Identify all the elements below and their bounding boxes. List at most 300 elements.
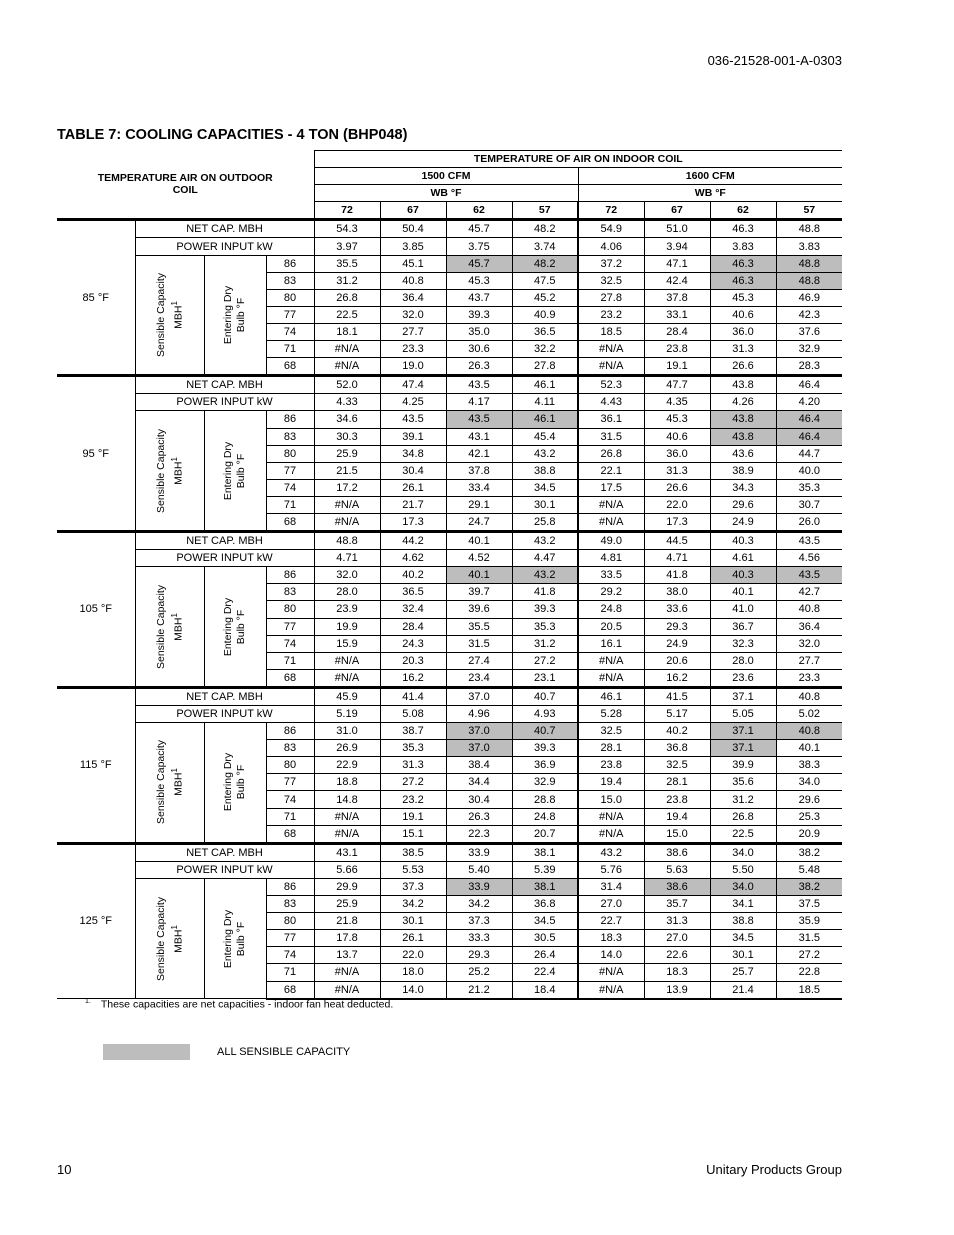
sensible-value: 43.1 — [446, 428, 512, 445]
outdoor-temp-label: 115 °F — [57, 687, 135, 843]
sensible-value: 29.3 — [446, 947, 512, 964]
sensible-value: 27.7 — [380, 323, 446, 340]
dry-bulb-temp: 74 — [266, 323, 314, 340]
net-cap-label: NET CAP. MBH — [135, 532, 314, 550]
wb-header: WB °F — [314, 185, 578, 202]
sensible-value: 26.3 — [446, 808, 512, 825]
sensible-value: 31.3 — [710, 341, 776, 358]
sensible-value: 30.5 — [512, 930, 578, 947]
sensible-value: 30.1 — [710, 947, 776, 964]
sensible-value: #N/A — [578, 669, 644, 687]
net-cap-value: 52.0 — [314, 376, 380, 394]
wb-value-header: 62 — [710, 202, 776, 220]
sensible-value: 22.5 — [710, 825, 776, 843]
table-title: TABLE 7: COOLING CAPACITIES - 4 TON (BHP048) — [57, 127, 408, 143]
sensible-value: 22.6 — [644, 947, 710, 964]
sensible-value: 35.6 — [710, 774, 776, 791]
sensible-value: 31.5 — [578, 428, 644, 445]
sensible-value: 42.7 — [776, 584, 842, 601]
document-number: 036-21528-001-A-0303 — [707, 53, 842, 68]
sensible-value: 31.3 — [644, 462, 710, 479]
sensible-value: 23.8 — [644, 341, 710, 358]
dry-bulb-temp: 80 — [266, 601, 314, 618]
dry-bulb-line1: Entering Dry — [222, 285, 234, 345]
net-cap-value: 43.2 — [578, 843, 644, 861]
sensible-value: 30.3 — [314, 428, 380, 445]
sensible-value: 46.4 — [776, 428, 842, 445]
sensible-value: 47.1 — [644, 255, 710, 272]
dry-bulb-temp: 80 — [266, 757, 314, 774]
sensible-value: 26.6 — [644, 479, 710, 496]
net-cap-label: NET CAP. MBH — [135, 376, 314, 394]
sensible-value: 34.5 — [512, 913, 578, 930]
sensible-capacity-unit — [167, 896, 185, 980]
sensible-value: 22.8 — [776, 964, 842, 981]
indoor-coil-header: TEMPERATURE OF AIR ON INDOOR COIL — [314, 151, 842, 168]
sensible-value: 36.1 — [578, 411, 644, 428]
net-cap-value: 44.5 — [644, 532, 710, 550]
power-input-value: 5.66 — [314, 861, 380, 878]
outdoor-temp-label: 85 °F — [57, 220, 135, 376]
sensible-value: 32.9 — [776, 341, 842, 358]
dry-bulb-line1: Entering Dry — [222, 753, 234, 812]
sensible-value: #N/A — [314, 496, 380, 513]
sensible-value: 26.1 — [380, 479, 446, 496]
sensible-value: 36.9 — [512, 757, 578, 774]
sensible-capacity-unit-text: MBH — [171, 929, 184, 953]
sensible-value: 36.4 — [380, 289, 446, 306]
sensible-value: 38.3 — [776, 757, 842, 774]
sensible-value: #N/A — [578, 513, 644, 531]
entering-dry-bulb-text — [222, 286, 248, 344]
sensible-value: 21.7 — [380, 496, 446, 513]
sensible-value: 34.5 — [512, 479, 578, 496]
dry-bulb-temp: 86 — [266, 411, 314, 428]
power-input-value: 5.40 — [446, 861, 512, 878]
dry-bulb-line1: Entering Dry — [222, 909, 234, 968]
sensible-value: 43.6 — [710, 445, 776, 462]
power-input-label: POWER INPUT kW — [135, 394, 314, 411]
sensible-value: 21.2 — [446, 981, 512, 999]
net-cap-value: 40.8 — [776, 687, 842, 705]
sensible-value: 48.2 — [512, 255, 578, 272]
sensible-value: 36.5 — [512, 323, 578, 340]
sensible-value: #N/A — [578, 825, 644, 843]
net-cap-value: 40.3 — [710, 532, 776, 550]
sensible-value: 18.5 — [578, 323, 644, 340]
sensible-value: 26.8 — [314, 289, 380, 306]
power-input-value: 3.97 — [314, 238, 380, 255]
dry-bulb-temp: 83 — [266, 272, 314, 289]
sensible-value: 36.0 — [644, 445, 710, 462]
sensible-value: 27.2 — [776, 947, 842, 964]
power-input-label: POWER INPUT kW — [135, 706, 314, 723]
sensible-value: 38.8 — [710, 913, 776, 930]
net-cap-value: 37.1 — [710, 687, 776, 705]
sensible-value: 35.9 — [776, 913, 842, 930]
sensible-value: 26.1 — [380, 930, 446, 947]
sensible-value: 31.2 — [710, 791, 776, 808]
sensible-value: 29.3 — [644, 618, 710, 635]
sensible-value: 15.0 — [644, 825, 710, 843]
power-input-value: 5.39 — [512, 861, 578, 878]
sensible-value: 29.6 — [710, 496, 776, 513]
sensible-value: #N/A — [314, 513, 380, 531]
sensible-value: 27.0 — [644, 930, 710, 947]
sensible-value: 48.8 — [776, 272, 842, 289]
sensible-value: 40.8 — [380, 272, 446, 289]
sensible-capacity-label — [135, 255, 204, 376]
wb-value-header: 62 — [446, 202, 512, 220]
footnote — [85, 998, 393, 1011]
power-input-value: 4.56 — [776, 550, 842, 567]
sensible-value: #N/A — [314, 669, 380, 687]
dry-bulb-temp: 77 — [266, 618, 314, 635]
sensible-value: 31.3 — [380, 757, 446, 774]
net-cap-label: NET CAP. MBH — [135, 843, 314, 861]
sensible-value: 46.3 — [710, 255, 776, 272]
sensible-value: 33.6 — [644, 601, 710, 618]
sensible-value: 31.3 — [644, 913, 710, 930]
sensible-value: 16.2 — [644, 669, 710, 687]
dry-bulb-line2: Bulb °F — [235, 921, 247, 956]
sensible-value: 37.8 — [644, 289, 710, 306]
net-cap-value: 34.0 — [710, 843, 776, 861]
sensible-value: 35.3 — [512, 618, 578, 635]
sensible-footnote-marker: 1 — [169, 612, 179, 618]
sensible-value: 40.6 — [644, 428, 710, 445]
entering-dry-bulb-label — [204, 723, 266, 844]
sensible-value: 31.5 — [776, 930, 842, 947]
sensible-value: 24.3 — [380, 635, 446, 652]
power-input-value: 4.96 — [446, 706, 512, 723]
dry-bulb-temp: 86 — [266, 567, 314, 584]
sensible-value: 39.1 — [380, 428, 446, 445]
sensible-value: 30.4 — [380, 462, 446, 479]
sensible-value: 43.5 — [380, 411, 446, 428]
dry-bulb-temp: 68 — [266, 513, 314, 531]
sensible-value: 40.8 — [776, 723, 842, 740]
net-cap-value: 44.2 — [380, 532, 446, 550]
dry-bulb-line2: Bulb °F — [235, 453, 247, 489]
sensible-value: 26.4 — [512, 947, 578, 964]
dry-bulb-temp: 83 — [266, 584, 314, 601]
net-cap-value: 48.8 — [776, 220, 842, 238]
sensible-value: 42.3 — [776, 306, 842, 323]
sensible-value: 18.8 — [314, 774, 380, 791]
sensible-value: 32.0 — [314, 567, 380, 584]
sensible-value: 15.0 — [578, 791, 644, 808]
sensible-value: 19.9 — [314, 618, 380, 635]
sensible-value: 31.2 — [314, 272, 380, 289]
sensible-value: 39.7 — [446, 584, 512, 601]
entering-dry-bulb-label — [204, 878, 266, 998]
sensible-value: 45.3 — [644, 411, 710, 428]
power-input-label: POWER INPUT kW — [135, 238, 314, 255]
power-input-value: 4.71 — [644, 550, 710, 567]
sensible-value: 43.8 — [710, 411, 776, 428]
sensible-value: 34.6 — [314, 411, 380, 428]
entering-dry-bulb-text — [222, 753, 248, 811]
sensible-capacity-unit-text: MBH — [171, 305, 184, 329]
power-input-value: 4.35 — [644, 394, 710, 411]
net-cap-value: 49.0 — [578, 532, 644, 550]
sensible-value: 30.7 — [776, 496, 842, 513]
sensible-value: 45.4 — [512, 428, 578, 445]
sensible-value: 23.2 — [578, 306, 644, 323]
sensible-capacity-label — [135, 878, 204, 998]
power-input-value: 5.53 — [380, 861, 446, 878]
sensible-value: 19.1 — [380, 808, 446, 825]
sensible-value: 27.4 — [446, 652, 512, 669]
net-cap-value: 51.0 — [644, 220, 710, 238]
sensible-value: 30.4 — [446, 791, 512, 808]
sensible-value: 22.5 — [314, 306, 380, 323]
sensible-value: 40.3 — [710, 567, 776, 584]
outdoor-temp-label: 95 °F — [57, 376, 135, 532]
power-input-value: 5.19 — [314, 706, 380, 723]
sensible-value: 39.3 — [512, 601, 578, 618]
net-cap-label: NET CAP. MBH — [135, 687, 314, 705]
sensible-value: 32.3 — [710, 635, 776, 652]
sensible-value: 31.2 — [512, 635, 578, 652]
sensible-footnote-marker: 1 — [169, 456, 179, 462]
net-cap-value: 41.5 — [644, 687, 710, 705]
sensible-value: 23.3 — [776, 669, 842, 687]
sensible-value: 45.3 — [710, 289, 776, 306]
sensible-value: 39.3 — [512, 740, 578, 757]
legend-label: ALL SENSIBLE CAPACITY — [217, 1046, 351, 1058]
dry-bulb-temp: 71 — [266, 964, 314, 981]
net-cap-value: 45.7 — [446, 220, 512, 238]
sensible-value: 39.9 — [710, 757, 776, 774]
sensible-capacity-text — [154, 585, 185, 669]
sensible-value: 21.8 — [314, 913, 380, 930]
sensible-value: 24.8 — [578, 601, 644, 618]
sensible-value: 37.6 — [776, 323, 842, 340]
power-input-value: 3.83 — [710, 238, 776, 255]
dry-bulb-temp: 68 — [266, 981, 314, 999]
dry-bulb-temp: 74 — [266, 947, 314, 964]
sensible-value: 36.8 — [512, 896, 578, 913]
sensible-value: 32.9 — [512, 774, 578, 791]
sensible-value: 32.0 — [380, 306, 446, 323]
dry-bulb-temp: 71 — [266, 341, 314, 358]
sensible-value: 18.5 — [776, 981, 842, 999]
sensible-value: 23.9 — [314, 601, 380, 618]
wb-value-header: 72 — [314, 202, 380, 220]
cfm-header: 1600 CFM — [578, 168, 842, 185]
dry-bulb-temp: 71 — [266, 496, 314, 513]
power-input-value: 3.94 — [644, 238, 710, 255]
power-input-label: POWER INPUT kW — [135, 550, 314, 567]
sensible-value: 36.8 — [644, 740, 710, 757]
sensible-capacity-unit — [167, 585, 185, 669]
dry-bulb-line1: Entering Dry — [222, 441, 234, 500]
sensible-capacity-label — [135, 411, 204, 532]
sensible-value: 34.2 — [446, 896, 512, 913]
sensible-value: #N/A — [578, 358, 644, 376]
net-cap-value: 47.4 — [380, 376, 446, 394]
sensible-value: 35.3 — [776, 479, 842, 496]
outdoor-temp-label: 105 °F — [57, 532, 135, 688]
net-cap-value: 48.8 — [314, 532, 380, 550]
net-cap-label: NET CAP. MBH — [135, 220, 314, 238]
sensible-value: 42.1 — [446, 445, 512, 462]
dry-bulb-temp: 74 — [266, 635, 314, 652]
sensible-value: 21.4 — [710, 981, 776, 999]
sensible-value: #N/A — [578, 981, 644, 999]
power-input-label: POWER INPUT kW — [135, 861, 314, 878]
entering-dry-bulb-label — [204, 567, 266, 688]
sensible-value: 30.1 — [380, 913, 446, 930]
net-cap-value: 52.3 — [578, 376, 644, 394]
sensible-value: #N/A — [314, 964, 380, 981]
dry-bulb-line2: Bulb °F — [235, 609, 247, 644]
dry-bulb-line2: Bulb °F — [235, 297, 247, 333]
power-input-value: 4.43 — [578, 394, 644, 411]
dry-bulb-temp: 77 — [266, 306, 314, 323]
sensible-value: 24.7 — [446, 513, 512, 531]
outdoor-temp-label: 125 °F — [57, 843, 135, 998]
page-number: 10 — [57, 1162, 72, 1177]
sensible-value: 40.2 — [644, 723, 710, 740]
dry-bulb-line1: Entering Dry — [222, 597, 234, 656]
sensible-capacity-line1: Sensible Capacity — [154, 740, 167, 825]
sensible-value: 25.2 — [446, 964, 512, 981]
sensible-value: 20.3 — [380, 652, 446, 669]
sensible-capacity-unit — [167, 273, 185, 357]
dry-bulb-temp: 68 — [266, 358, 314, 376]
sensible-value: 21.5 — [314, 462, 380, 479]
sensible-value: 34.4 — [446, 774, 512, 791]
sensible-value: 31.0 — [314, 723, 380, 740]
sensible-value: 28.8 — [512, 791, 578, 808]
sensible-value: 28.4 — [644, 323, 710, 340]
sensible-value: 38.0 — [644, 584, 710, 601]
sensible-value: 26.6 — [710, 358, 776, 376]
sensible-capacity-line1: Sensible Capacity — [154, 428, 167, 513]
sensible-value: 37.1 — [710, 723, 776, 740]
sensible-value: 27.2 — [380, 774, 446, 791]
sensible-value: 25.3 — [776, 808, 842, 825]
sensible-value: 36.0 — [710, 323, 776, 340]
sensible-value: 22.7 — [578, 913, 644, 930]
sensible-value: 34.2 — [380, 896, 446, 913]
sensible-capacity-line1: Sensible Capacity — [154, 896, 167, 981]
sensible-value: 40.7 — [512, 723, 578, 740]
power-input-value: 4.52 — [446, 550, 512, 567]
net-cap-value: 43.5 — [446, 376, 512, 394]
net-cap-value: 41.4 — [380, 687, 446, 705]
sensible-value: 23.6 — [710, 669, 776, 687]
sensible-value: 43.7 — [446, 289, 512, 306]
power-input-value: 5.48 — [776, 861, 842, 878]
cooling-capacity-table — [57, 150, 842, 1000]
sensible-capacity-unit — [167, 740, 185, 824]
power-input-value: 3.83 — [776, 238, 842, 255]
sensible-value: 40.0 — [776, 462, 842, 479]
dry-bulb-temp: 68 — [266, 825, 314, 843]
sensible-capacity-text — [154, 740, 185, 824]
sensible-value: 32.0 — [776, 635, 842, 652]
net-cap-value: 48.2 — [512, 220, 578, 238]
sensible-value: #N/A — [314, 358, 380, 376]
entering-dry-bulb-label — [204, 255, 266, 376]
sensible-value: 25.9 — [314, 896, 380, 913]
dry-bulb-temp: 83 — [266, 896, 314, 913]
sensible-value: 33.3 — [446, 930, 512, 947]
sensible-value: 32.2 — [512, 341, 578, 358]
sensible-value: 46.1 — [512, 411, 578, 428]
sensible-value: 24.9 — [710, 513, 776, 531]
sensible-value: 30.1 — [512, 496, 578, 513]
sensible-value: 38.9 — [710, 462, 776, 479]
sensible-value: 14.0 — [578, 947, 644, 964]
net-cap-value: 54.9 — [578, 220, 644, 238]
sensible-value: 32.4 — [380, 601, 446, 618]
sensible-value: 40.2 — [380, 567, 446, 584]
sensible-value: 19.4 — [644, 808, 710, 825]
sensible-value: 23.2 — [380, 791, 446, 808]
sensible-value: #N/A — [578, 808, 644, 825]
wb-value-header: 67 — [380, 202, 446, 220]
sensible-value: 18.0 — [380, 964, 446, 981]
power-input-value: 4.17 — [446, 394, 512, 411]
sensible-value: 33.1 — [644, 306, 710, 323]
sensible-capacity-text — [154, 429, 185, 513]
company-name: Unitary Products Group — [706, 1162, 842, 1177]
sensible-value: 20.5 — [578, 618, 644, 635]
sensible-value: 45.1 — [380, 255, 446, 272]
sensible-value: 30.6 — [446, 341, 512, 358]
dry-bulb-temp: 71 — [266, 652, 314, 669]
sensible-value: 46.3 — [710, 272, 776, 289]
sensible-value: 15.1 — [380, 825, 446, 843]
sensible-value: 40.1 — [776, 740, 842, 757]
sensible-value: 27.8 — [578, 289, 644, 306]
net-cap-value: 38.2 — [776, 843, 842, 861]
sensible-value: 22.9 — [314, 757, 380, 774]
power-input-value: 4.20 — [776, 394, 842, 411]
wb-value-header: 57 — [512, 202, 578, 220]
entering-dry-bulb-text — [222, 909, 248, 967]
sensible-value: #N/A — [578, 964, 644, 981]
sensible-value: 23.8 — [578, 757, 644, 774]
sensible-value: #N/A — [314, 652, 380, 669]
power-input-value: 5.50 — [710, 861, 776, 878]
sensible-value: 18.4 — [512, 981, 578, 999]
sensible-value: 36.7 — [710, 618, 776, 635]
power-input-value: 5.76 — [578, 861, 644, 878]
net-cap-value: 43.1 — [314, 843, 380, 861]
sensible-value: 22.0 — [380, 947, 446, 964]
net-cap-value: 47.7 — [644, 376, 710, 394]
sensible-value: 31.4 — [578, 878, 644, 895]
sensible-value: 43.5 — [776, 567, 842, 584]
sensible-value: 37.3 — [446, 913, 512, 930]
dry-bulb-line2: Bulb °F — [235, 765, 247, 800]
power-input-value: 5.08 — [380, 706, 446, 723]
sensible-value: 33.4 — [446, 479, 512, 496]
sensible-value: 14.8 — [314, 791, 380, 808]
sensible-value: 25.8 — [512, 513, 578, 531]
sensible-value: 35.5 — [314, 255, 380, 272]
sensible-value: 41.8 — [512, 584, 578, 601]
sensible-value: 25.9 — [314, 445, 380, 462]
dry-bulb-temp: 86 — [266, 723, 314, 740]
power-input-value: 5.02 — [776, 706, 842, 723]
